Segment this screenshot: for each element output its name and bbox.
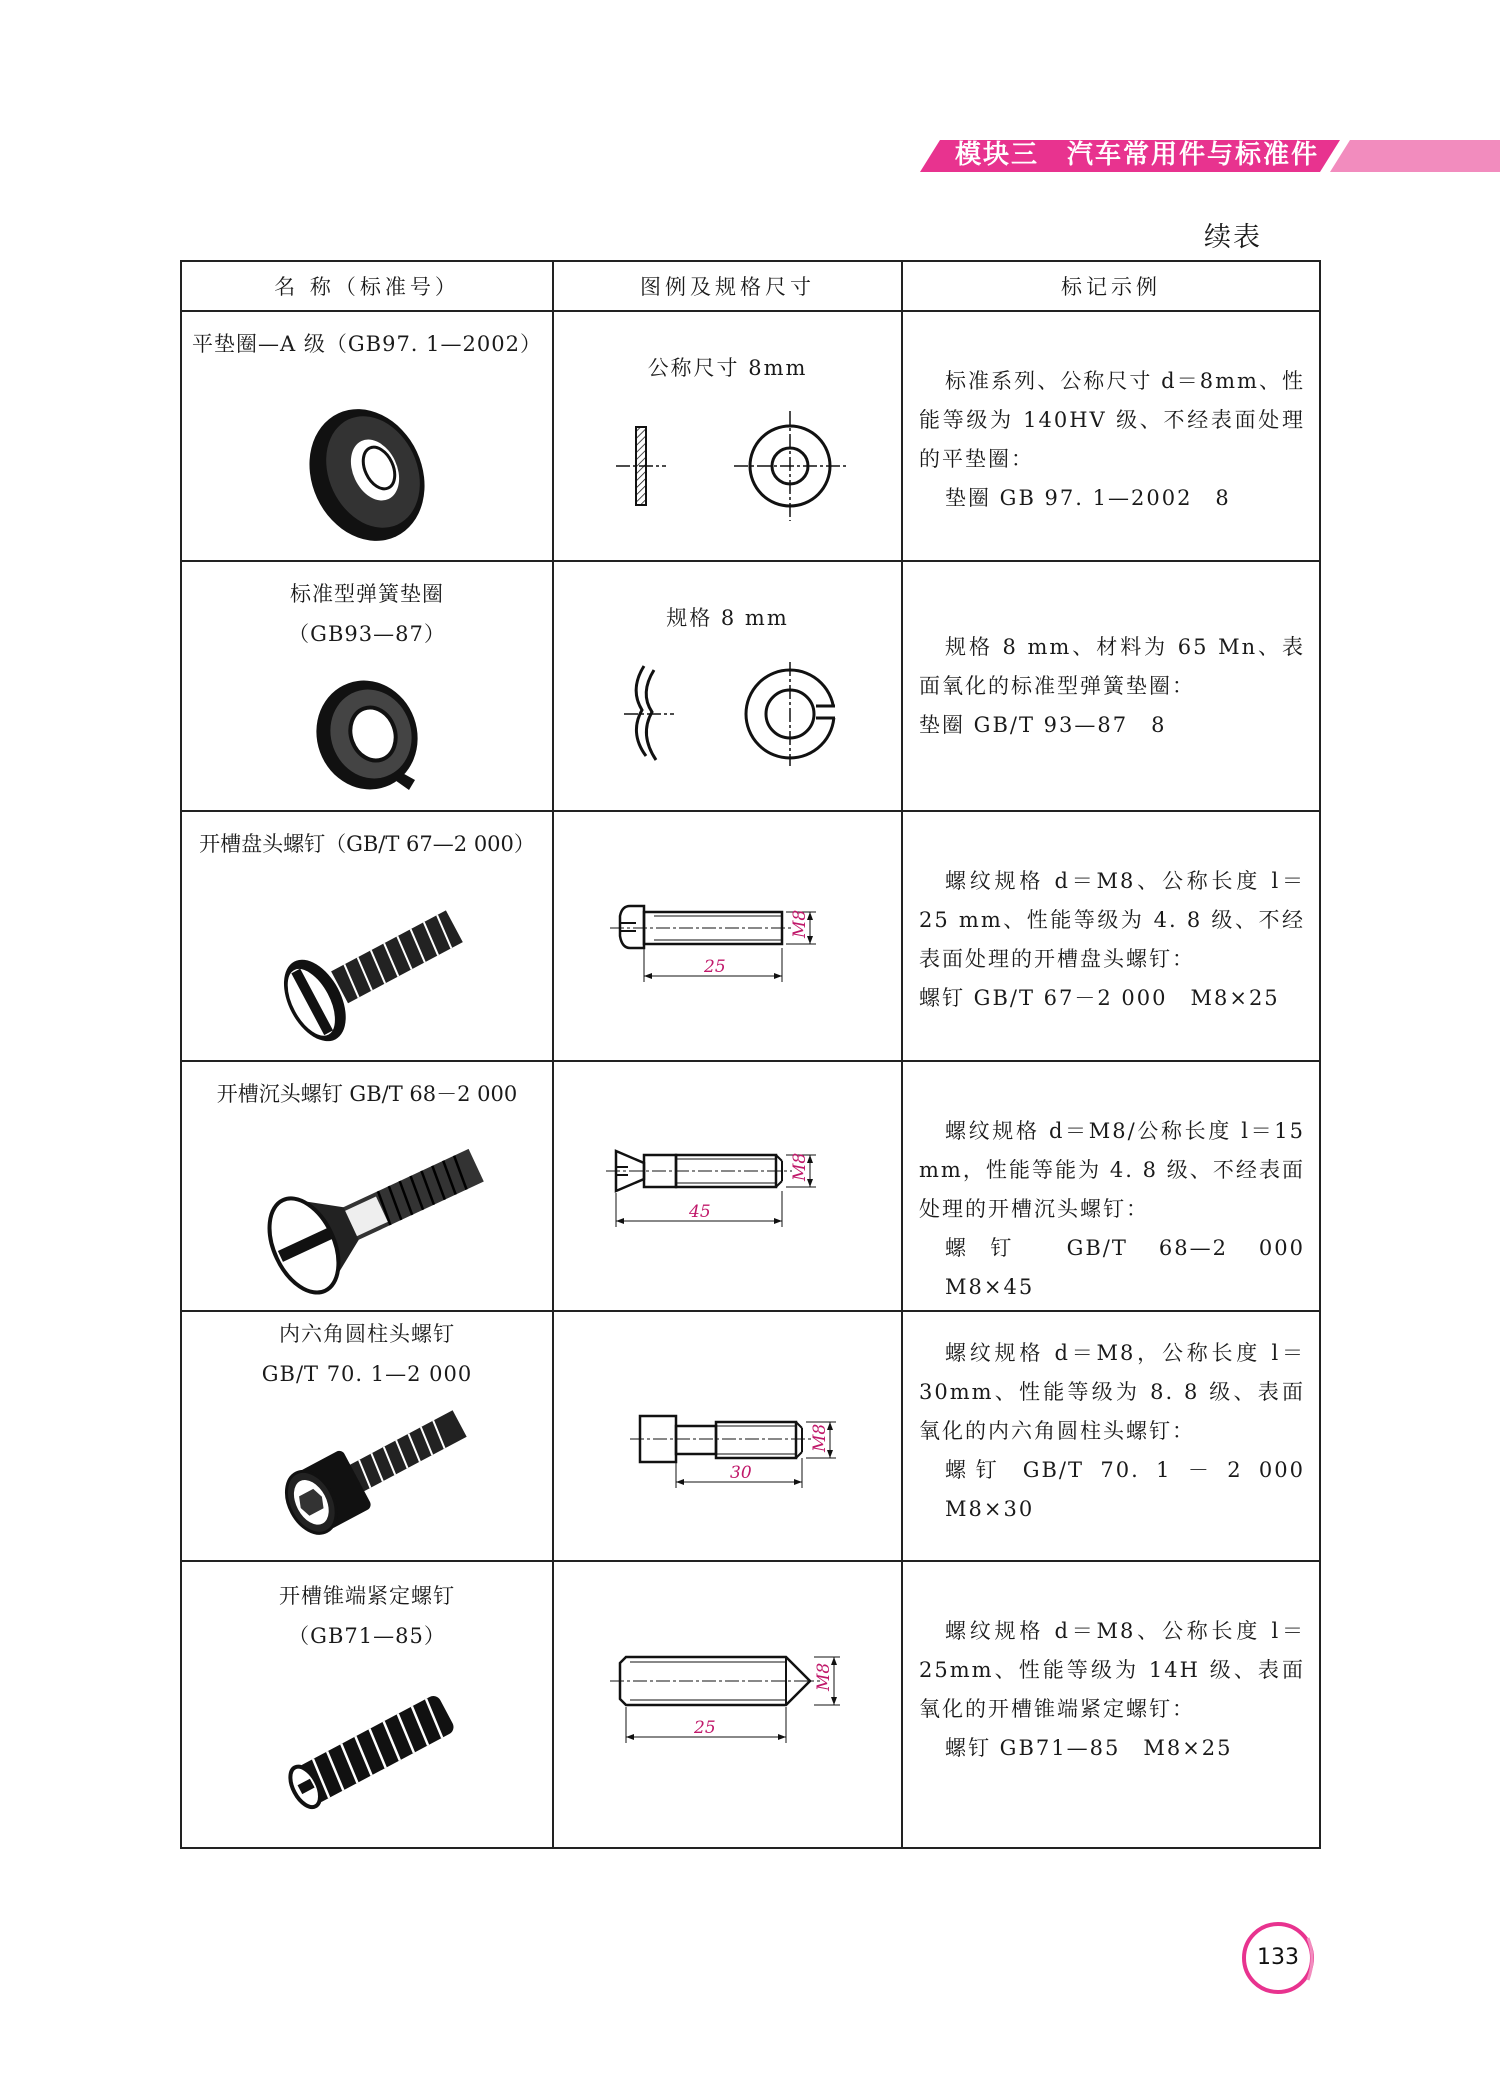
- length-dimension: 45: [689, 1202, 711, 1222]
- marking-example: 垫圈 GB/T 93—87 8: [919, 713, 1167, 737]
- marking-example: 螺钉 GB/T 68—2 000 M8×45: [945, 1236, 1328, 1299]
- column-header-name: 名 称（标准号）: [181, 261, 553, 311]
- drawing-cell: [553, 1061, 902, 1311]
- flat-washer-photo: [182, 400, 552, 550]
- diameter-dimension: M8: [814, 1662, 834, 1691]
- marking-cell: [902, 561, 1320, 811]
- marking-example: 螺钉 GB/T 70. 1 － 2 000 M8×30: [945, 1458, 1328, 1521]
- table-row: [181, 1311, 1320, 1561]
- standard-parts-table: [180, 260, 1328, 1849]
- name-cell: [181, 1311, 553, 1561]
- marking-cell: [902, 1061, 1328, 1311]
- part-standard: GB/T 70. 1—2 000: [261, 1362, 473, 1386]
- drawing-cell: [553, 561, 902, 811]
- spring-washer-drawing: [554, 652, 901, 776]
- marking-example: 垫圈 GB 97. 1—2002 8: [945, 486, 1231, 510]
- drawing-cell: [553, 1311, 902, 1561]
- page-number: 133: [1257, 1945, 1299, 1970]
- pan-head-screw-drawing: [554, 872, 901, 996]
- marking-cell: [902, 1561, 1320, 1848]
- marking-description: 螺纹规格 d＝M8、公称长度 l＝25mm、性能等级为 14H 级、表面氧化的开槽锥端紧定螺钉：: [919, 1619, 1305, 1721]
- drawing-cell: [553, 311, 902, 561]
- length-dimension: 25: [704, 957, 726, 977]
- part-name: 标准型弹簧垫圈: [290, 582, 444, 606]
- name-cell: [181, 311, 553, 561]
- diameter-dimension: M8: [790, 1152, 810, 1181]
- marking-description: 螺纹规格 d＝M8/公称长度 l＝15 mm，性能等能为 4. 8 级、不经表面处理的开槽沉头螺钉：: [919, 1119, 1305, 1221]
- table-row: [181, 1561, 1320, 1848]
- drawing-cell: [553, 811, 902, 1061]
- column-header-marking: 标记示例: [902, 261, 1320, 311]
- length-dimension: 30: [730, 1463, 752, 1483]
- socket-cap-screw-drawing: [554, 1402, 901, 1526]
- marking-description: 螺纹规格 d＝M8、公称长度 l＝25 mm、性能等级为 4. 8 级、不经表面处理的开槽盘头螺钉：: [919, 869, 1305, 971]
- name-cell: [181, 1061, 553, 1311]
- name-cell: [181, 811, 553, 1061]
- marking-example: 螺钉 GB/T 67－2 000 M8×25: [919, 986, 1280, 1010]
- chapter-title: 模块三 汽车常用件与标准件: [955, 140, 1320, 170]
- countersunk-screw-drawing: [554, 1137, 901, 1261]
- table-row: [181, 811, 1320, 1061]
- flat-washer-drawing: [554, 407, 901, 531]
- set-screw-photo: [182, 1679, 552, 1829]
- table-row: [181, 1061, 1320, 1311]
- name-cell: [181, 561, 553, 811]
- spec-label: 公称尺寸 8mm: [647, 356, 808, 380]
- pan-head-screw-photo: [182, 900, 552, 1050]
- part-name: 开槽盘头螺钉（GB/T 67—2 000）: [199, 832, 535, 856]
- table-row: [181, 311, 1320, 561]
- countersunk-screw-photo: [182, 1130, 552, 1300]
- drawing-cell: [553, 1561, 902, 1848]
- length-dimension: 25: [694, 1718, 716, 1738]
- part-name: 开槽锥端紧定螺钉: [279, 1584, 455, 1608]
- diameter-dimension: M8: [810, 1423, 830, 1452]
- continued-label: 续表: [1204, 222, 1262, 253]
- marking-cell: [902, 1311, 1328, 1561]
- page-number-badge: [1238, 1918, 1318, 1998]
- column-header-drawing: 图例及规格尺寸: [553, 261, 902, 311]
- marking-description: 规格 8 mm、材料为 65 Mn、表面氧化的标准型弹簧垫圈：: [919, 635, 1305, 698]
- socket-cap-screw-photo: [182, 1400, 552, 1550]
- part-name: 开槽沉头螺钉 GB/T 68－2 000: [216, 1082, 518, 1106]
- spec-label: 规格 8 mm: [666, 606, 789, 630]
- part-standard: （GB93—87）: [288, 622, 446, 646]
- table-header-row: [181, 261, 1320, 311]
- part-standard: （GB71—85）: [288, 1624, 446, 1648]
- part-name: 平垫圈—A 级（GB97. 1—2002）: [192, 332, 542, 356]
- marking-cell: [902, 311, 1320, 561]
- diameter-dimension: M8: [790, 909, 810, 938]
- name-cell: [181, 1561, 553, 1848]
- marking-cell: [902, 811, 1320, 1061]
- marking-example: 螺钉 GB71—85 M8×25: [945, 1736, 1233, 1760]
- part-name: 内六角圆柱头螺钉: [279, 1322, 455, 1346]
- marking-description: 螺纹规格 d＝M8，公称长度 l＝30mm、性能等级为 8. 8 级、表面氧化的内六角圆柱头螺钉：: [919, 1341, 1305, 1443]
- set-screw-drawing: [554, 1647, 901, 1771]
- spring-washer-photo: [182, 670, 552, 800]
- table-row: [181, 561, 1320, 811]
- marking-description: 标准系列、公称尺寸 d＝8mm、性能等级为 140HV 级、不经表面处理的平垫圈：: [919, 369, 1305, 471]
